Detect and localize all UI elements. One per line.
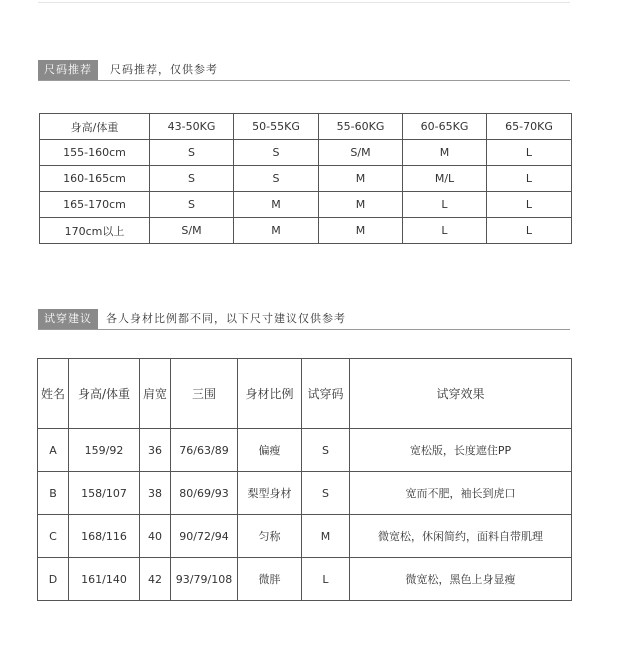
table-cell: M — [319, 166, 403, 192]
fitting-advice-subtitle: 各人身材比例都不同，以下尺寸建议仅供参考 — [106, 312, 346, 325]
table-cell: 微宽松，休闲简约，面料自带肌理 — [350, 515, 572, 558]
table-cell: 90/72/94 — [171, 515, 238, 558]
table-cell: M — [234, 218, 319, 244]
table-row — [40, 192, 572, 218]
size-col-header: 身高/体重 — [40, 114, 150, 140]
table-cell: L — [403, 218, 487, 244]
table-cell: S/M — [150, 218, 234, 244]
table-cell: M — [302, 515, 350, 558]
table-cell: 170cm以上 — [40, 218, 150, 244]
fit-table-header-row — [38, 359, 572, 429]
size-col-header: 55-60KG — [319, 114, 403, 140]
table-row — [38, 472, 572, 515]
table-cell: M — [403, 140, 487, 166]
fit-col-header: 身材比例 — [238, 359, 302, 429]
table-cell: 168/116 — [69, 515, 140, 558]
table-cell: M/L — [403, 166, 487, 192]
fit-col-header: 身高/体重 — [69, 359, 140, 429]
table-cell: 161/140 — [69, 558, 140, 601]
size-col-header: 65-70KG — [487, 114, 572, 140]
table-cell: 梨型身材 — [238, 472, 302, 515]
table-row — [40, 140, 572, 166]
table-row — [40, 218, 572, 244]
table-cell: B — [38, 472, 69, 515]
fitting-advice-tag: 试穿建议 — [38, 309, 98, 329]
table-cell: S — [234, 166, 319, 192]
table-cell: L — [487, 192, 572, 218]
fit-col-header: 肩宽 — [140, 359, 171, 429]
fitting-table — [37, 358, 572, 601]
table-cell: L — [487, 166, 572, 192]
table-cell: S — [150, 166, 234, 192]
table-cell: M — [319, 192, 403, 218]
table-cell: 36 — [140, 429, 171, 472]
size-col-header: 50-55KG — [234, 114, 319, 140]
table-cell: 165-170cm — [40, 192, 150, 218]
table-cell: 42 — [140, 558, 171, 601]
table-cell: 匀称 — [238, 515, 302, 558]
table-cell: 38 — [140, 472, 171, 515]
table-cell: D — [38, 558, 69, 601]
table-cell: A — [38, 429, 69, 472]
section-divider — [38, 329, 570, 330]
table-row — [40, 166, 572, 192]
table-cell: 偏瘦 — [238, 429, 302, 472]
table-cell: S — [150, 192, 234, 218]
table-cell: 宽而不肥，袖长到虎口 — [350, 472, 572, 515]
table-cell: C — [38, 515, 69, 558]
table-row — [38, 429, 572, 472]
table-cell: 159/92 — [69, 429, 140, 472]
size-recommendation-tag: 尺码推荐 — [38, 60, 98, 80]
fit-col-header: 试穿效果 — [350, 359, 572, 429]
section-divider — [38, 80, 570, 81]
table-cell: 宽松版，长度遮住PP — [350, 429, 572, 472]
table-cell: L — [487, 218, 572, 244]
table-cell: 76/63/89 — [171, 429, 238, 472]
table-cell: S/M — [319, 140, 403, 166]
table-cell: L — [487, 140, 572, 166]
table-cell: 93/79/108 — [171, 558, 238, 601]
fitting-advice-header — [38, 309, 570, 329]
table-row — [38, 558, 572, 601]
table-cell: 158/107 — [69, 472, 140, 515]
table-cell: M — [234, 192, 319, 218]
fit-col-header: 三围 — [171, 359, 238, 429]
table-cell: S — [302, 472, 350, 515]
fit-col-header: 姓名 — [38, 359, 69, 429]
size-table-header-row — [40, 114, 572, 140]
table-cell: 160-165cm — [40, 166, 150, 192]
table-cell: M — [319, 218, 403, 244]
table-cell: 微宽松，黑色上身显瘦 — [350, 558, 572, 601]
size-col-header: 60-65KG — [403, 114, 487, 140]
table-cell: S — [150, 140, 234, 166]
size-col-header: 43-50KG — [150, 114, 234, 140]
top-divider — [38, 2, 570, 3]
table-cell: 40 — [140, 515, 171, 558]
table-row — [38, 515, 572, 558]
fit-col-header: 试穿码 — [302, 359, 350, 429]
table-cell: S — [302, 429, 350, 472]
table-cell: L — [302, 558, 350, 601]
table-cell: 155-160cm — [40, 140, 150, 166]
size-recommendation-subtitle: 尺码推荐，仅供参考 — [110, 63, 218, 76]
table-cell: S — [234, 140, 319, 166]
table-cell: 80/69/93 — [171, 472, 238, 515]
size-chart-table — [39, 113, 572, 244]
table-cell: 微胖 — [238, 558, 302, 601]
size-recommendation-header — [38, 60, 570, 80]
table-cell: L — [403, 192, 487, 218]
